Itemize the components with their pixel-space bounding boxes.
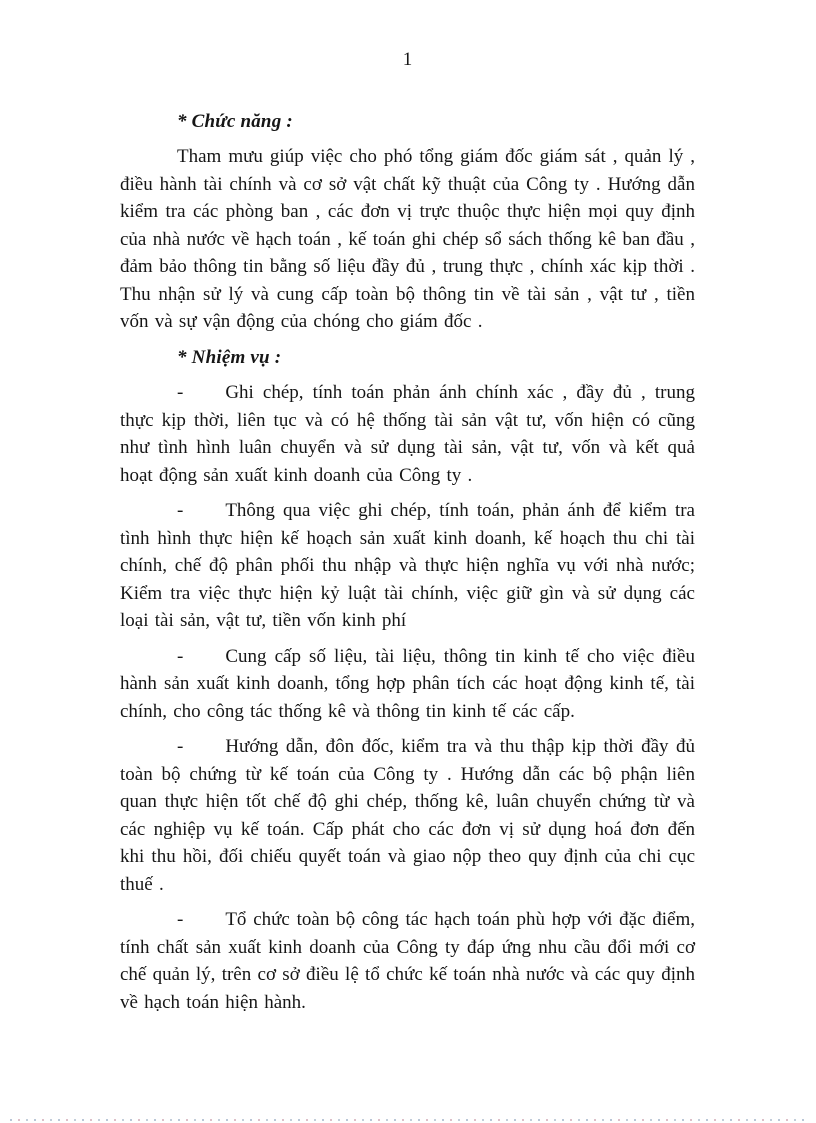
- bullet-task-2-text: Thông qua việc ghi chép, tính toán, phản ánh để kiểm tra tình hình thực hiện kế hoạch sản xuất kinh doanh, kế hoạch thu chi tài chính, chế độ phân phối thu nhập và thực hiện nghĩa vụ với nhà nước; Kiểm tra việc thực hiện kỷ luật tài chính, việc giữ gìn và sử dụng các loại tài sản, vật tư, tiền vốn kinh phí: [120, 500, 695, 631]
- bullet-task-1: [120, 379, 695, 489]
- heading-tasks: * Nhiệm vụ :: [177, 346, 282, 368]
- page-number: 1: [402, 49, 413, 70]
- bullet-task-5-text: Tổ chức toàn bộ công tác hạch toán phù hợp với đặc điểm, tính chất sản xuất kinh doanh của Công ty đáp ứng nhu cầu đổi mới cơ chế quản lý, trên cơ sở điều lệ tổ chức kế toán nhà nước và các quy định về hạch toán hiện hành.: [120, 909, 695, 1013]
- paragraph-functions: Tham mưu giúp việc cho phó tổng giám đốc giám sát , quản lý , điều hành tài chính và cơ sở vật chất kỹ thuật của Công ty . Hướng dẫn kiểm tra các phòng ban , các đơn vị trực thuộc thực hiện mọi quy định của nhà nước về hạch toán , kế toán ghi chép sổ sách thống kê ban đầu , đảm bảo thông tin bằng số liệu đầy đủ , trung thực , chính xác kịp thời . Thu nhận sử lý và cung cấp toàn bộ thông tin về tài sản , vật tư , tiền vốn và sự vận động của chóng cho giám đốc .: [120, 146, 695, 332]
- bullet-task-3: [120, 643, 695, 726]
- heading-functions: * Chức năng :: [177, 110, 293, 132]
- bullet-dash: -: [177, 909, 184, 930]
- page-bottom-dotted-rule: [10, 1119, 806, 1121]
- bullet-dash: -: [177, 382, 184, 403]
- bullet-dash: -: [177, 645, 184, 667]
- bullet-dash: -: [177, 500, 184, 521]
- bullet-task-4-text: Hướng dẫn, đôn đốc, kiểm tra và thu thập kịp thời đầy đủ toàn bộ chứng từ kế toán của Công ty . Hướng dẫn các bộ phận liên quan thực hiện tốt chế độ ghi chép, thống kê, luân chuyển chứng từ và các nghiệp vụ kế toán. Cấp phát cho các đơn vị sử dụng hoá đơn đến khi thu hồi, đối chiếu quyết toán và giao nộp theo quy định của chi cục thuế .: [120, 736, 695, 895]
- text-column: [120, 0, 695, 1016]
- bullet-task-4: [120, 733, 695, 898]
- bullet-task-2: [120, 497, 695, 635]
- bullet-task-5: [120, 906, 695, 1016]
- bullet-task-1-text: Ghi chép, tính toán phản ánh chính xác , đầy đủ , trung thực kịp thời, liên tục và có hệ thống tài sản vật tư, vốn hiện có cũng như tình hình luân chuyển và sử dụng tài sản, vật tư, vốn và kết quả hoạt động sản xuất kinh doanh của Công ty .: [120, 382, 695, 486]
- bullet-task-3-text: Cung cấp số liệu, tài liệu, thông tin kinh tế cho việc điều hành sản xuất kinh doanh, tổng hợp phân tích các hoạt động kinh tế, tài chính, cho công tác thống kê và thông tin kinh tế các cấp.: [120, 645, 695, 722]
- bullet-dash: -: [177, 736, 184, 757]
